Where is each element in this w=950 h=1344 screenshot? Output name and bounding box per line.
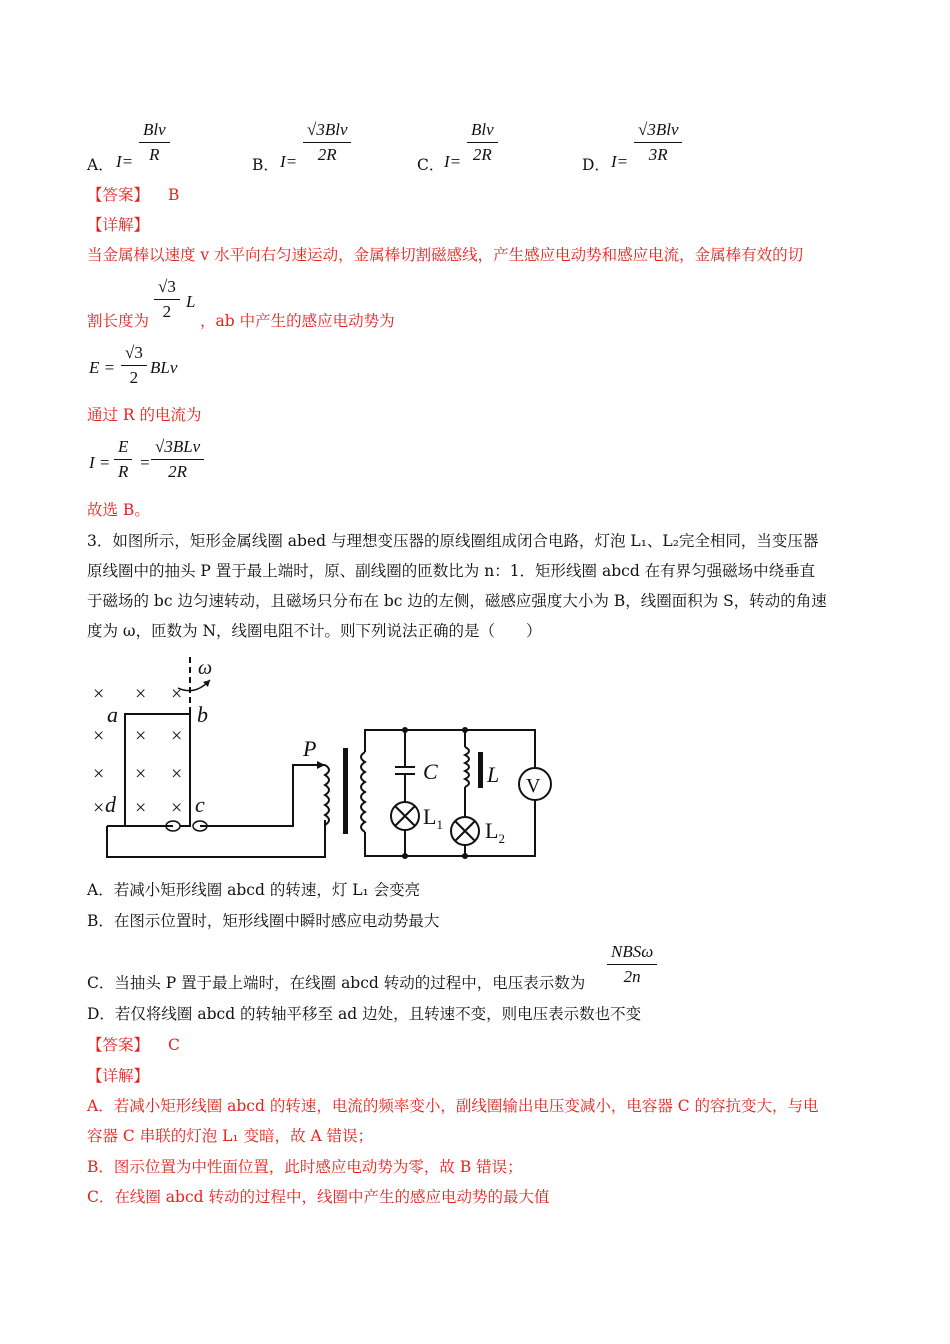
fraction-denominator: 2R [168,462,188,481]
emf-fraction [121,343,147,388]
fraction-denominator: 3R [648,145,668,164]
field-cross: × [135,797,147,819]
field-cross: × [93,683,105,705]
q3-explanation-a-line-1: A．若减小矩形线圈 abcd 的转速，电流的频率变小，副线圈输出电压变减小，电容器 C 的容抗变大，与电 [87,1097,819,1115]
voltmeter-label: V [526,775,541,797]
option-label: A． [87,156,114,174]
current-fraction-2 [151,437,204,482]
fraction-numerator: √3 [158,277,176,296]
q3-option-d: D．若仅将线圈 abcd 的转轴平移至 ad 边处，且转速不变，则电压表示数也不变 [87,1005,642,1023]
option-lhs: I= [444,152,462,171]
option-lhs: I= [280,152,298,171]
fraction-bar [154,299,180,300]
q3-stem-line-1: 3．如图所示，矩形金属线圈 abed 与理想变压器的原线圈组成闭合电路，灯泡 L₁、L₂完全相同，当变压器 [87,532,819,550]
length-variable: L [186,292,196,311]
omega-label: ω [198,657,213,679]
fraction-numerator: NBSω [611,942,654,961]
capacitor-label: C [423,759,438,784]
q3-option-a: A．若减小矩形线圈 abcd 的转速，灯 L₁ 会变亮 [87,881,421,899]
q3-explanation-c: C．在线圈 abcd 转动的过程中，线圈中产生的感应电动势的最大值 [87,1188,550,1206]
option-fraction [139,120,170,165]
fraction-numerator: √3BLv [155,437,201,456]
q2-detail-label: 【详解】 [87,216,150,234]
q3-explanation-a-line-2: 容器 C 串联的灯泡 L₁ 变暗，故 A 错误； [87,1127,374,1145]
q3-explanation-b: B．图示位置为中性面位置，此时感应电动势为零，故 B 错误； [87,1158,523,1176]
q2-current-text: 通过 R 的电流为 [87,406,202,424]
field-cross: × [171,763,183,785]
fraction-bar [607,964,657,965]
answer-value: C [167,1036,180,1054]
tap-arrow [317,761,325,769]
fraction-denominator: 2 [129,368,139,387]
q2-explanation-line-2b: ，ab 中产生的感应电动势为 [200,312,395,330]
circuit-figure [85,652,565,867]
option-fraction [467,120,498,165]
q3-stem-line-2: 原线圈中的抽头 P 置于最上端时，原、副线圈的匝数比为 n：1．矩形线圈 abcd 在有界匀强磁场中绕垂直 [87,562,816,580]
option-fraction [634,120,682,165]
fraction-numerator: √3Blv [307,120,348,139]
field-cross: × [135,683,147,705]
fraction-bar [634,142,682,143]
transformer-core [343,748,348,834]
tap-label: P [303,736,317,761]
secondary-coil [361,752,365,832]
fraction-numerator: Blv [143,120,166,139]
answer-value: B [167,186,180,204]
q3-option-c: C．当抽头 P 置于最上端时，在线圈 abcd 转动的过程中，电压表示数为 [87,974,586,992]
current-lhs: I = [89,453,111,472]
q3-option-b: B．在图示位置时，矩形线圈中瞬时感应电动势最大 [87,912,440,930]
field-cross: × [93,725,105,747]
fraction-bar [151,459,204,460]
fraction-denominator: 2 [162,302,172,321]
option-lhs: I= [116,152,134,171]
field-cross: × [93,797,105,819]
inductor-label: L [487,762,500,787]
fraction-numerator: E [118,437,129,456]
field-cross: × [135,725,147,747]
field-cross: × [171,797,183,819]
current-fraction-1 [114,437,132,482]
fraction-bar [139,142,170,143]
current-equals: = [139,453,151,472]
inductor-core [478,752,483,788]
fraction-numerator: √3Blv [638,120,679,139]
bulb-l1-label: $L_1$ [423,804,443,832]
bulb-l2-label: $L_2$ [485,818,505,846]
secondary-circuit [365,730,535,856]
field-cross: × [93,763,105,785]
field-cross: × [171,683,183,705]
q3-option-c-fraction [607,942,657,987]
fraction-denominator: 2n [623,967,641,986]
vertex-a: a [107,702,118,727]
q3-answer [87,1035,180,1055]
q3-stem-line-4: 度为 ω，匝数为 N，线圈电阻不计。则下列说法正确的是（ ） [87,622,542,640]
fraction-numerator: Blv [471,120,494,139]
field-cross: × [135,763,147,785]
fraction-denominator: 2R [472,145,492,164]
answer-label: 【答案】 [87,186,150,204]
vertex-b: b [197,702,208,727]
fraction-bar [114,459,132,460]
option-label: C． [417,156,445,174]
primary-coil [325,765,329,825]
option-label: D． [582,156,610,174]
vertex-c: c [195,792,205,817]
answer-label: 【答案】 [87,1036,150,1054]
fraction-numerator: √3 [125,343,143,362]
fraction-denominator: 2R [317,145,337,164]
fraction-bar [121,365,147,366]
inductor [465,747,469,787]
fraction-denominator: R [118,462,129,481]
option-label: B． [252,156,279,174]
q3-stem-line-3: 于磁场的 bc 边匀速转动，且磁场只分布在 bc 边的左侧，磁感应强度大小为 B，线圈面积为 S，转动的角速 [87,592,827,610]
fraction-bar [467,142,498,143]
q2-answer [87,185,179,205]
q2-explanation-line-1: 当金属棒以速度 v 水平向右匀速运动，金属棒切割磁感线，产生感应电动势和感应电流，金属棒有效的切 [87,246,804,264]
vertex-d: d [105,792,116,817]
field-cross: × [171,725,183,747]
fraction-bar [303,142,351,143]
q2-explanation-line-2a: 割长度为 [87,312,150,330]
emf-lhs: E = [89,358,116,377]
option-fraction [303,120,351,165]
length-fraction [154,277,180,322]
q2-conclusion: 故选 B。 [87,501,150,519]
option-lhs: I= [611,152,629,171]
primary-wire-top [200,765,325,826]
emf-rhs: BLv [150,358,178,377]
fraction-denominator: R [149,145,160,164]
q3-detail-label: 【详解】 [87,1067,150,1085]
